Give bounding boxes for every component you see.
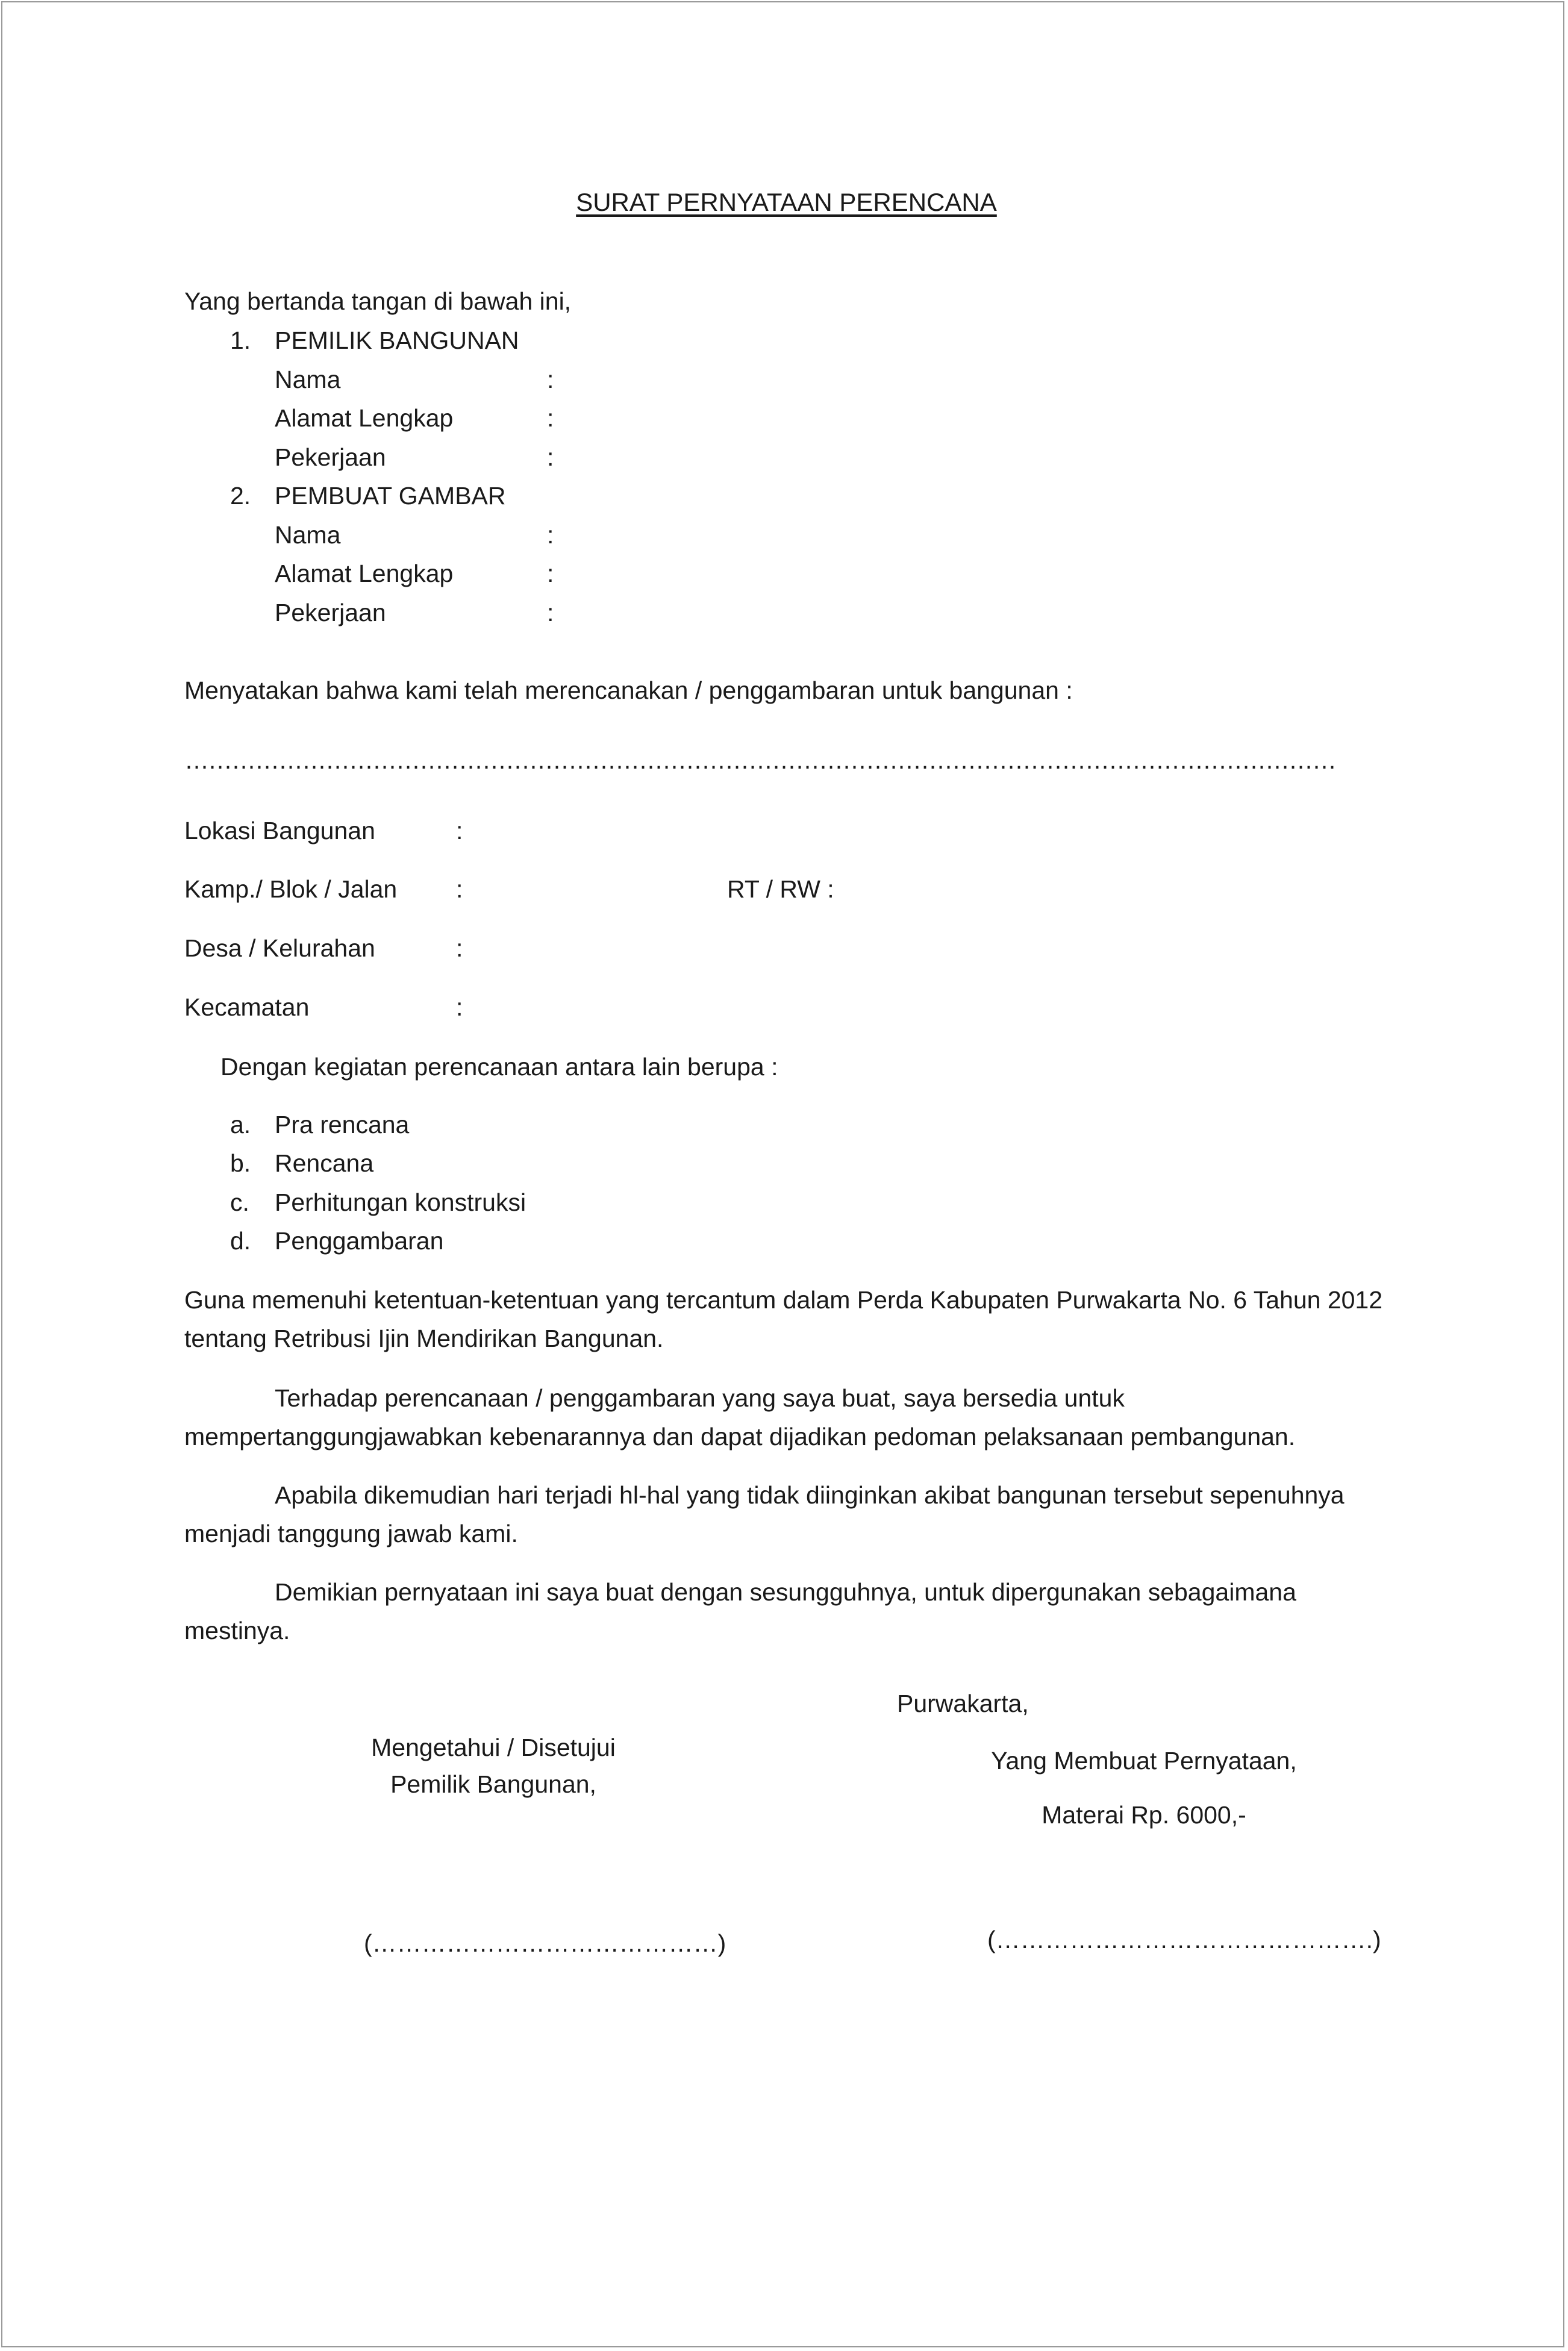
statement-text: Menyatakan bahwa kami telah merencanakan / penggambaran untuk bangunan :: [184, 676, 1073, 704]
desa-label: Desa / Kelurahan: [184, 934, 375, 962]
field-colon: :: [456, 875, 463, 903]
right-signature-line2: Materai Rp. 6000,-: [1042, 1801, 1246, 1829]
section-2-number: 2.: [230, 482, 251, 510]
section-1-field-nama: Nama: [275, 366, 341, 393]
field-colon: :: [456, 817, 463, 845]
activities-intro: Dengan kegiatan perencanaan antara lain berupa :: [220, 1053, 778, 1081]
left-signature-blank: (……………………………………): [364, 1929, 726, 1957]
section-2-field-alamat: Alamat Lengkap: [275, 560, 454, 587]
document-page: [1, 1, 1564, 2347]
activity-item: Penggambaran: [275, 1227, 444, 1255]
paragraph-terhadap: Terhadap perencanaan / penggambaran yang saya buat, saya bersedia untuk mempertanggungjawabkan kebenarannya dan dapat dijadikan pedoman pelaksanaan pembangunan.: [184, 1384, 1296, 1450]
section-1-field-pekerjaan: Pekerjaan: [275, 443, 386, 471]
activity-letter: d.: [230, 1227, 251, 1255]
section-2-field-nama: Nama: [275, 521, 341, 549]
document-title: SURAT PERNYATAAN PERENCANA: [576, 188, 997, 216]
activity-letter: a.: [230, 1111, 251, 1138]
left-signature-line2: Pemilik Bangunan,: [390, 1770, 596, 1798]
field-colon: :: [547, 599, 554, 626]
activity-letter: c.: [230, 1188, 249, 1216]
activity-item: Perhitungan konstruksi: [275, 1188, 526, 1216]
section-1-heading: PEMILIK BANGUNAN: [275, 326, 519, 354]
section-1-field-alamat: Alamat Lengkap: [275, 404, 454, 432]
kecamatan-label: Kecamatan: [184, 993, 310, 1021]
field-colon: :: [456, 934, 463, 962]
field-colon: :: [547, 560, 554, 587]
intro-text: Yang bertanda tangan di bawah ini,: [184, 287, 572, 315]
activity-item: Rencana: [275, 1149, 374, 1177]
section-2-heading: PEMBUAT GAMBAR: [275, 482, 506, 510]
signature-place: Purwakarta,: [897, 1690, 1029, 1717]
kamp-label: Kamp./ Blok / Jalan: [184, 875, 398, 903]
field-colon: :: [456, 993, 463, 1021]
paragraph-guna: Guna memenuhi ketentuan-ketentuan yang tercantum dalam Perda Kabupaten Purwakarta No. 6 Tahun 2012 tentang Retribusi Ijin Mendirikan Bangunan.: [184, 1286, 1383, 1352]
paragraph-apabila: Apabila dikemudian hari terjadi hl-hal yang tidak diinginkan akibat bangunan tersebut sepenuhnya menjadi tanggung jawab kami.: [184, 1481, 1345, 1547]
activity-letter: b.: [230, 1149, 251, 1177]
activity-item: Pra rencana: [275, 1111, 410, 1138]
left-signature-line1: Mengetahui / Disetujui: [371, 1734, 616, 1761]
section-1-number: 1.: [230, 326, 251, 354]
paragraph-demikian: Demikian pernyataan ini saya buat dengan sesungguhnya, untuk dipergunakan sebagaimana mestinya.: [184, 1578, 1296, 1644]
right-signature-blank: (……………………………………….): [987, 1926, 1381, 1953]
section-2-field-pekerjaan: Pekerjaan: [275, 599, 386, 626]
field-colon: :: [547, 521, 554, 549]
rtrw-label: RT / RW :: [727, 875, 834, 903]
lokasi-label: Lokasi Bangunan: [184, 817, 375, 845]
building-dotted-line: …………………………………………………………………………………………………………………………………: [184, 746, 1335, 774]
right-signature-line1: Yang Membuat Pernyataan,: [991, 1747, 1297, 1775]
field-colon: :: [547, 366, 554, 393]
field-colon: :: [547, 404, 554, 432]
field-colon: :: [547, 443, 554, 471]
